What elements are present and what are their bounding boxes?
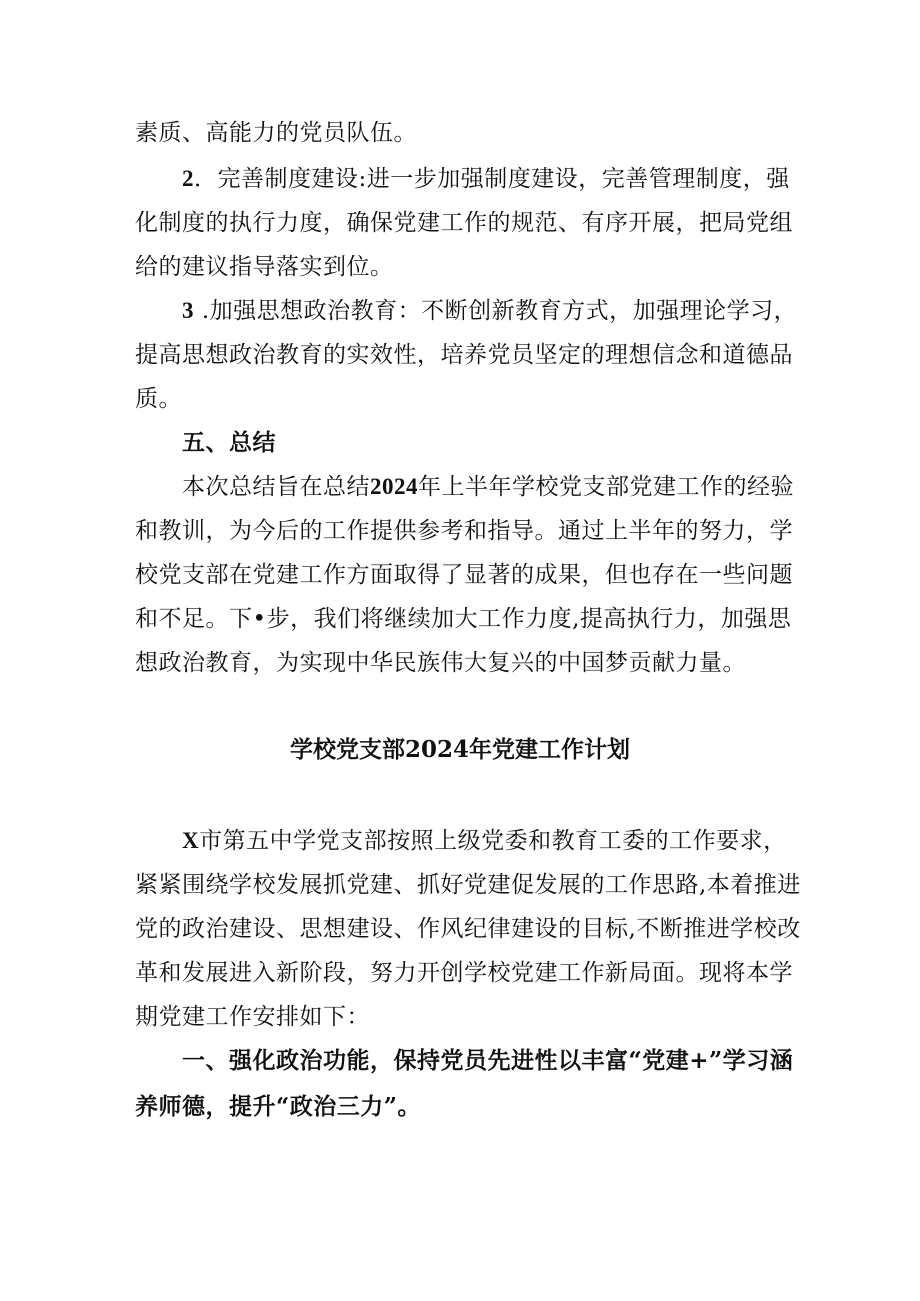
paragraph-line: 素质、高能力的党员队伍。	[135, 120, 417, 146]
section-heading-summary: 五、总结	[182, 429, 276, 456]
section-heading-one-continued: 养师德，提升“政治三力”。	[135, 1093, 421, 1120]
list-item-3	[182, 296, 798, 326]
item-text: ．完善制度建设:进一步加强制度建设，完善管理制度，强	[194, 166, 790, 192]
paragraph-line: 革和发展进入新阶段，努力开创学校党建工作新局面。现将本学	[135, 960, 793, 986]
paragraph-line: 化制度的执行力度，确保党建工作的规范、有序开展，把局党组	[135, 210, 793, 236]
paragraph-line: 紧紧围绕学校发展抓党建、抓好党建促发展的工作思路,本着推进	[135, 872, 801, 898]
item-number: 2	[182, 166, 194, 191]
item-number: 3	[182, 298, 194, 323]
paragraph-line	[182, 826, 794, 856]
section-heading-one: 一、强化政治功能，保持党员先进性以丰富“党建+”学习涵	[182, 1047, 794, 1074]
intro-text: 市第五中学党支部按照上级党委和教育工委的工作要求，	[199, 828, 787, 854]
paragraph-line: 和不足。下•步，我们将继续加大工作力度,提高执行力，加强思	[135, 606, 792, 632]
paragraph-line: 和教训，为今后的工作提供参考和指导。通过上半年的努力，学	[135, 518, 793, 544]
paragraph-line: 想政治教育，为实现中华民族伟大复兴的中国梦贡献力量。	[135, 650, 746, 676]
item-text: .加强思想政治教育：不断创新教育方式，加强理论学习，	[201, 298, 798, 324]
intro-x: X	[182, 828, 200, 853]
summary-text: 年上半年学校党支部党建工作的经验	[418, 474, 794, 500]
list-item-2	[182, 164, 794, 194]
summary-year: 2024	[370, 474, 418, 499]
document-title: 学校党支部2024年党建工作计划	[289, 736, 630, 763]
paragraph-line: 校党支部在党建工作方面取得了显著的成果，但也存在一些问题	[135, 562, 793, 588]
paragraph-line: 质。	[135, 386, 182, 412]
paragraph-line: 给的建议指导落实到位。	[135, 254, 394, 280]
paragraph-line	[182, 472, 794, 502]
summary-text: 本次总结旨在总结	[182, 474, 370, 500]
paragraph-line: 提高思想政治教育的实效性，培养党员坚定的理想信念和道德品	[135, 342, 793, 368]
paragraph-line: 党的政治建设、思想建设、作风纪律建设的目标,不断推进学校改	[135, 916, 801, 942]
paragraph-line: 期党建工作安排如下：	[135, 1004, 370, 1030]
